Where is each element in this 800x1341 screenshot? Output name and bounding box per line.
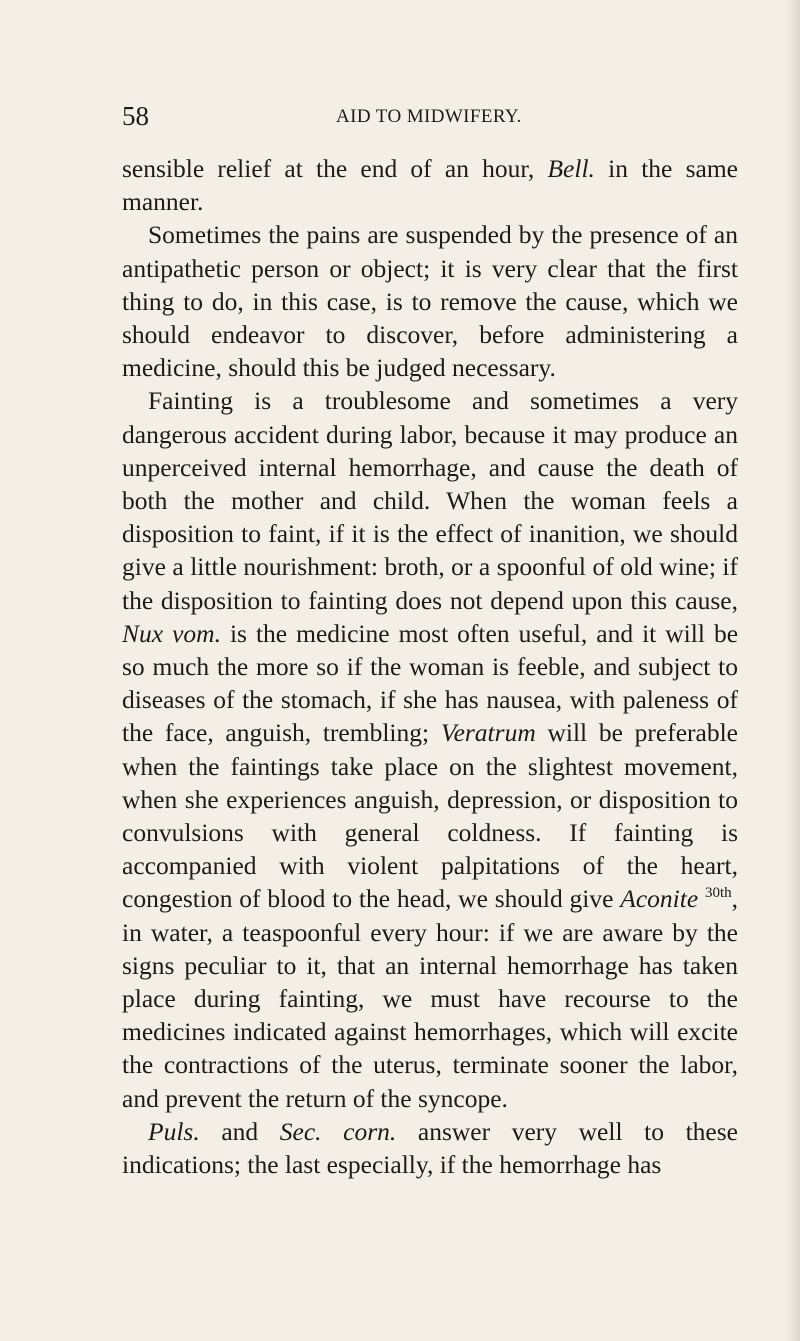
paragraph-3-text-3: will be preferable when the faintings take place on the slightest movement, when she experiences anguish, depression, or disposition to convulsions with general coldness. If fainting is accompanied with violent palpitations of the heart, congestion of blood to the head, we should give (122, 718, 738, 914)
body-text (122, 152, 738, 1181)
page-edge-shadow (786, 0, 800, 1341)
page-number: 58 (122, 101, 149, 131)
page-header (122, 102, 738, 130)
paragraph-4-text-end: answer very well to these indications; the last especially, if the hemorrhage has (122, 1116, 738, 1180)
paragraph-3-text-2: is the medicine most often useful, and it will be so much the more so if the woman is feeble, and subject to diseases of the stomach, if she has nausea, with paleness of the face, anguish, trembling; (122, 618, 739, 748)
paragraph-1-text-end: in the same manner. (122, 154, 738, 217)
drug-name-aconite: Aconite (620, 884, 699, 914)
drug-name-veratrum: Veratrum (440, 718, 536, 748)
paragraph-3-text: Fainting is a troublesome and sometimes a very dangerous accident during labor, because it may produce an unperceived internal hemorrhage, and cause the death of both the mother and child. When the woman feels a disposition to faint, if it is the effect of inanition, we should give a little nourishment: broth, or a spoonful of old wine; if the disposition to fainting does not depend upon this cause, (122, 386, 738, 615)
drug-name-nux-vom: Nux vom. (122, 618, 221, 648)
paragraph-1 (122, 152, 738, 218)
paragraph-4-text: and (199, 1116, 280, 1146)
drug-name-puls: Puls. (148, 1116, 200, 1146)
paragraph-3 (122, 384, 738, 1114)
running-head: AID TO MIDWIFERY. (336, 106, 522, 127)
paragraph-1-text: sensible relief at the end of an hour, (122, 154, 548, 183)
paragraph-2-text: Sometimes the pains are suspended by the presence of an antipathetic person or object; it is very clear that the first thing to do, in this case, is to remove the cause, which we should endeavor to discover, before administering a medicine, should this be judged necessary. (122, 220, 738, 383)
paragraph-3-text-4: , in water, a teaspoonful every hour: if we are aware by the signs peculiar to it, that an internal hemorrhage has taken place during fainting, we must have recourse to the medicines indicated against hemorrhages, which will excite the contractions of the uterus, terminate sooner the labor, and prevent the return of the syncope. (122, 884, 738, 1113)
drug-name-sec-corn: Sec. corn. (279, 1116, 397, 1146)
paragraph-4 (122, 1115, 738, 1181)
potency-superscript: 30th (704, 885, 732, 902)
drug-name-bell: Bell. (547, 154, 595, 183)
paragraph-2 (122, 218, 738, 384)
